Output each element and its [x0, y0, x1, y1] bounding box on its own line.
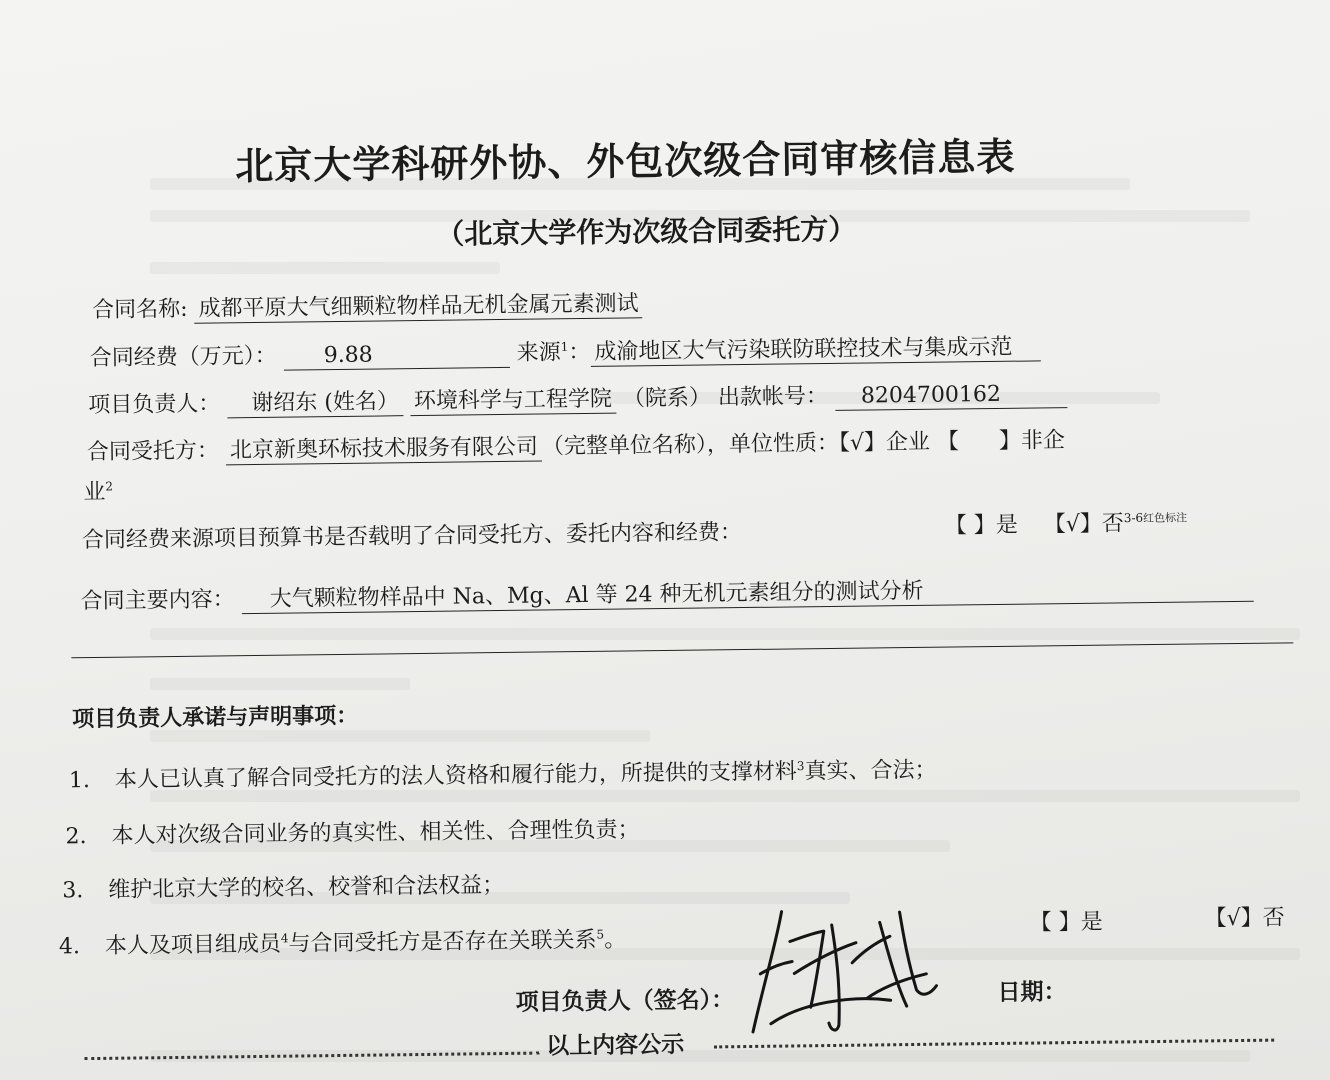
publicize-label: 以上内容公示: [546, 1031, 685, 1060]
non-enterprise-label: 】非企: [998, 428, 1066, 454]
trustee-value: 北京新奥环标技术服务有限公司: [226, 434, 542, 465]
account-number: 8204700162: [835, 381, 1067, 411]
date-label: 日期：: [997, 979, 1067, 1006]
document-title: 北京大学科研外协、外包次级合同审核信息表: [235, 134, 1016, 189]
trustee-label: 合同受托方：: [86, 438, 220, 466]
commitment-heading: 项目负责人承诺与声明事项：: [71, 703, 359, 733]
item-footnote: 4: [280, 931, 289, 946]
signature-label: 项目负责人（签名）：: [515, 987, 735, 1016]
budget-question-row: [82, 515, 742, 554]
item-number: 2.: [65, 824, 87, 850]
account-label: 出款帐号：: [717, 383, 829, 411]
trustee-note: （完整单位名称），单位性质：: [541, 430, 840, 460]
item-number: 1.: [68, 768, 91, 794]
funding-row: [90, 329, 1041, 373]
funding-source-footnote: 1: [560, 339, 569, 354]
item-text: 本人及项目组成员: [104, 931, 282, 959]
item-text: 本人已认真了解合同受托方的法人资格和履行能力，所提供的支撑材料: [114, 759, 798, 793]
item-text: 维护北京大学的校名、校誉和合法权益；: [108, 872, 505, 903]
handwritten-signature: [739, 902, 941, 1054]
non-enterprise-bracket: 【: [936, 429, 960, 455]
budget-question-label: 合同经费来源项目预算书是否载明了合同受托方、委托内容和经费：: [81, 520, 743, 554]
funding-label: 合同经费（万元）：: [89, 343, 277, 372]
budget-no-checkbox[interactable]: 【√】否: [1043, 511, 1125, 538]
pi-department: 环境科学与工程学院: [410, 387, 616, 417]
commitment-item-1: [69, 753, 937, 795]
pi-row: [88, 376, 1067, 420]
trustee-wrap-text: 业: [83, 479, 106, 506]
non-enterprise-checkbox[interactable]: [937, 428, 1065, 455]
content-second-line: [71, 642, 1293, 658]
pi-name: [227, 389, 403, 418]
pi-label: 项目负责人：: [88, 391, 221, 419]
relation-yes-checkbox[interactable]: 【 】是: [1029, 909, 1103, 936]
item-number: 4.: [58, 934, 81, 960]
budget-yes-checkbox[interactable]: 【 】是: [944, 512, 1018, 539]
commitment-item-2: [65, 812, 639, 850]
item-text-end: 。: [604, 927, 627, 953]
content-value: 大气颗粒物样品中 Na、Mg、Al 等 24 种无机元素组分的测试分析: [242, 575, 1254, 615]
contract-name-value: 成都平原大气细颗粒物样品无机金属元素测试: [194, 291, 642, 324]
contract-name-row: [92, 286, 643, 325]
pi-name-value: 谢绍东: [251, 390, 318, 417]
item-text-mid: 与合同受托方是否存在关联关系: [288, 927, 597, 957]
trustee-row: [87, 423, 1065, 467]
pi-name-note: (姓名）: [324, 389, 400, 416]
item-footnote: 3: [796, 758, 805, 774]
funding-source-colon: ：: [568, 339, 591, 366]
pi-department-note: （院系）: [622, 385, 712, 412]
date-field[interactable]: [1064, 995, 1264, 998]
publicize-dotted-left: [84, 1052, 539, 1061]
commitment-item-4: [59, 923, 627, 961]
item-text-end: 真实、合法；: [804, 757, 937, 785]
content-label: 合同主要内容：: [80, 587, 235, 615]
budget-footnote: 3-6: [1123, 510, 1144, 526]
contract-name-label: 合同名称:: [92, 296, 188, 323]
enterprise-checkbox[interactable]: 【√】企业: [838, 429, 931, 456]
trustee-wrap: [83, 475, 113, 506]
funding-amount: 9.88: [284, 341, 510, 371]
relation-no-checkbox[interactable]: 【√】否: [1204, 905, 1285, 932]
document-subtitle: （北京大学作为次级合同委托方）: [436, 212, 857, 251]
budget-red-note: 红色标注: [1143, 511, 1188, 525]
funding-source-label: 来源: [516, 340, 561, 366]
funding-source-value: 成渝地区大气污染联防联控技术与集成示范: [590, 334, 1040, 367]
item-footnote-2: 5: [596, 927, 605, 942]
budget-answer: [945, 506, 1188, 540]
trustee-footnote: 2: [105, 479, 114, 494]
item-text: 本人对次级合同业务的真实性、相关性、合理性负责；: [111, 817, 640, 849]
content-row: [80, 570, 1253, 617]
item-number: 3.: [62, 878, 84, 904]
commitment-item-3: [62, 868, 504, 904]
